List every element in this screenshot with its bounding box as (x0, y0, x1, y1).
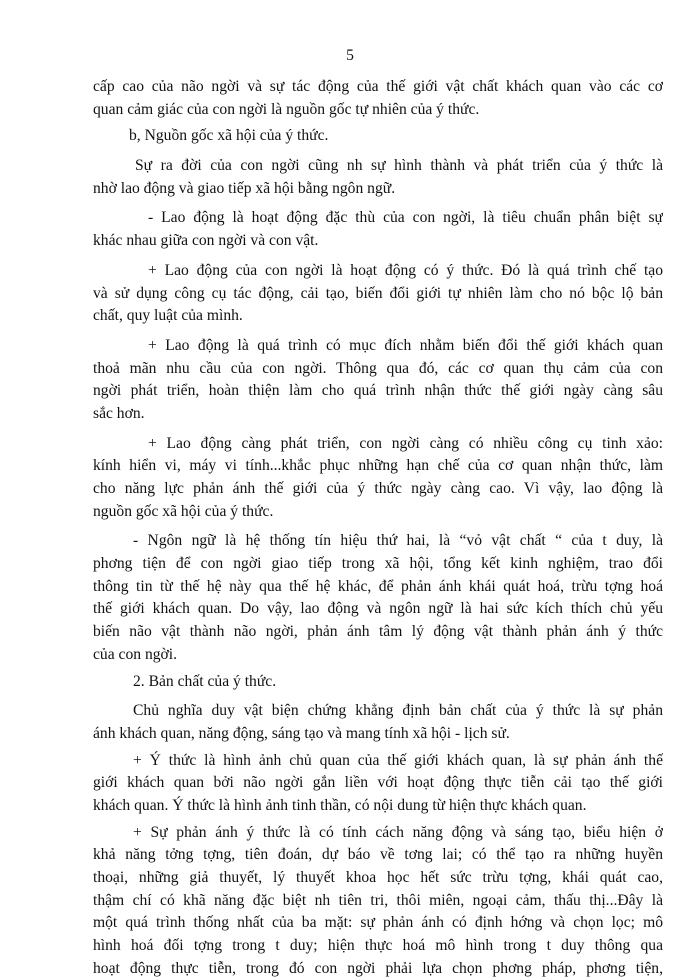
text-line: kính hiển vi, máy vi tính...khắc phục những hạn chế của cơ quan nhận thức, làm (93, 457, 663, 475)
text-line: + Ý thức là hình ảnh chủ quan của thế giới khách quan, là sự phản ánh thế (133, 751, 663, 769)
text-line: Sự ra đời của con ngời cũng nh sự hình thành và phát triển của ý thức là (135, 157, 663, 175)
page-number: 5 (346, 47, 354, 64)
text-line: khả năng tởng tợng, tiên đoán, dự báo về tơng lai; có thể tạo ra những huyền (93, 846, 663, 864)
text-line: ánh khách quan, năng động, sáng tạo và mang tính xã hội - lịch sử. (93, 724, 510, 742)
text-line: + Lao động càng phát triển, con ngời càng có nhiều công cụ tinh xảo: (148, 434, 663, 452)
text-line: biến não vật thành não ngời, phản ánh tâm lý động vật thành phản ánh ý thức (93, 623, 663, 641)
text-line: thoại, những giả thuyết, lý thuyết khoa học hết sức trừu tợng, khái quát cao, (93, 869, 663, 886)
text-line: thoả mãn nhu cầu của con ngời. Thông qua đó, các cơ quan thụ cảm của con (93, 359, 663, 377)
text-line: phơng tiện để con ngời giao tiếp trong xã hội, tổng kết kinh nghiệm, trao đổi (93, 555, 663, 573)
text-line: thông tin từ thế hệ này qua thế hệ khác, để phản ánh khái quát hoá, trừu tợng hoá (93, 577, 663, 595)
section-heading: 2. Bản chất của ý thức. (133, 672, 277, 690)
text-line: của con ngời. (93, 645, 178, 663)
text-line: giới khách quan bởi não ngời gắn liền với hoạt động thực tiễn cải tạo thế giới (93, 774, 663, 792)
text-line: cho năng lực phản ánh thế giới của ý thức ngày càng cao. Vì vậy, lao động là (93, 480, 663, 497)
body-text (93, 76, 663, 980)
text-line: khách quan. Ý thức là hình ảnh tinh thần, có nội dung từ hiện thực khách quan. (93, 796, 587, 814)
text-line: - Ngôn ngữ là hệ thống tín hiệu thứ hai, là “vỏ vật chất “ của t duy, là (133, 532, 663, 550)
text-line: + Lao động của con ngời là hoạt động có ý thức. Đó là quá trình chế tạo (148, 261, 663, 279)
text-line: thế giới khách quan. Do vậy, lao động và ngôn ngữ là hai sức kích thích chủ yếu (93, 600, 663, 618)
text-line: và sử dụng công cụ tác động, cải tạo, biến đổi giới tự nhiên làm cho nó bộc lộ bản (93, 284, 663, 302)
text-line: nguồn gốc xã hội của ý thức. (93, 502, 274, 520)
text-line: nhờ lao động và giao tiếp xã hội bằng ngôn ngữ. (93, 179, 396, 197)
text-line: - Lao động là hoạt động đặc thù của con ngời, là tiêu chuẩn phân biệt sự (148, 209, 663, 227)
text-line: chất, quy luật của mình. (93, 307, 243, 325)
text-line: ngời phát triển, hoàn thiện làm cho quá trình nhận thức thế giới ngày càng sâu (93, 382, 663, 400)
text-line: + Sự phản ánh ý thức là có tính cách năng động và sáng tạo, biểu hiện ở (133, 823, 663, 841)
text-line: sắc hơn. (93, 404, 145, 422)
text-line: khác nhau giữa con ngời và con vật. (93, 232, 319, 250)
text-line: cấp cao của não ngời và sự tác động của thế giới vật chất khách quan vào các cơ (93, 78, 663, 95)
text-line: hình hoá đối tợng trong t duy; hiện thực hoá mô hình trong t duy thông qua (93, 937, 663, 955)
text-line: + Lao động là quá trình có mục đích nhằm biến đổi thế giới khách quan (148, 336, 663, 354)
text-line: quan cảm giác của con ngời là nguồn gốc tự nhiên của ý thức. (93, 100, 480, 118)
text-line: Chủ nghĩa duy vật biện chứng khẳng định bản chất của ý thức là sự phản (133, 702, 663, 720)
section-heading: b, Nguồn gốc xã hội của ý thức. (129, 127, 329, 145)
text-line: thậm chí có khã năng đặc biệt nh tiên tri, thôi miên, ngoại cảm, thấu thị...Đây là (93, 891, 663, 909)
text-line: hoạt động thực tiễn, trong đó con ngời phải lựa chọn phơng pháp, phơng tiện, (93, 959, 663, 977)
text-line: một quá trình thống nhất của ba mặt: sự phản ánh có định hớng và chọn lọc; mô (93, 914, 663, 932)
